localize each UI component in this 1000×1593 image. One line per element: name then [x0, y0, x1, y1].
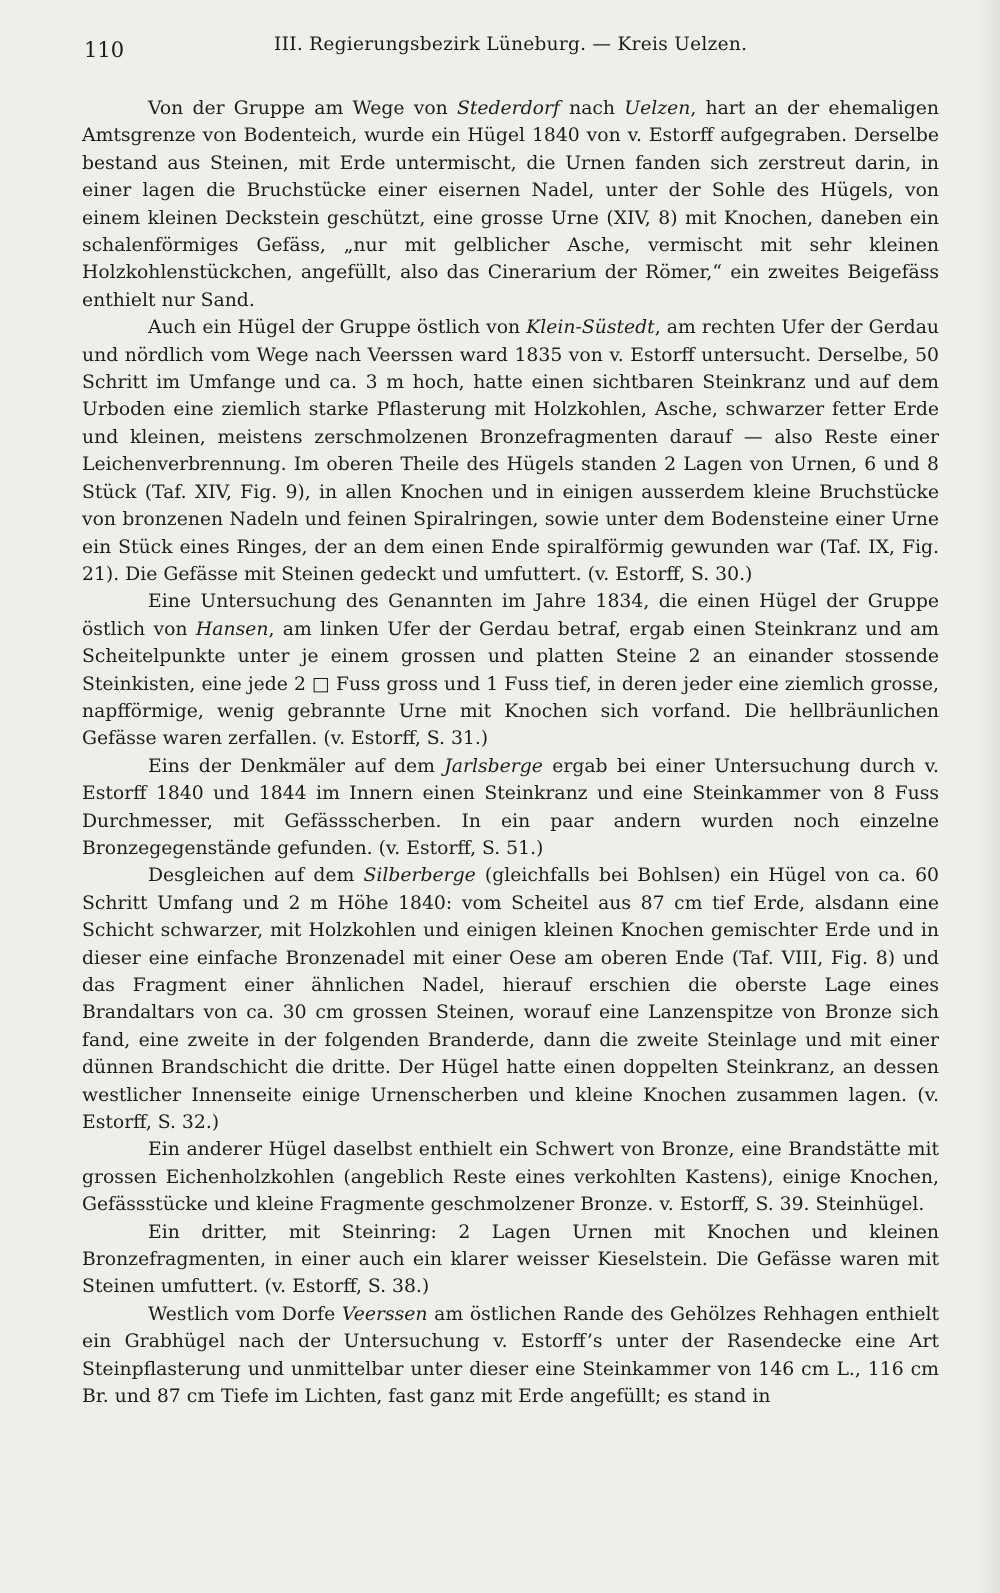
page-number: 110: [84, 38, 125, 62]
paragraph-anderer-huegel: Ein anderer Hügel daselbst enthielt ein Schwert von Bronze, eine Brandstätte mit grossen Eichenholzkohlen (angeblich Reste eines verkohlten Kastens), einige Knochen, Gefässstücke und kleine Fragmente geschmolzener Bronze. v. Estorff, S. 39. Steinhügel.: [82, 1139, 939, 1216]
paragraph-dritter-huegel: Ein dritter, mit Steinring: 2 Lagen Urnen mit Knochen und kleinen Bronzefragmenten, in einer auch ein klarer weisser Kieselstein. Die Gefässe waren mit Steinen umfuttert. (v. Estorff, S. 38.): [82, 1221, 939, 1298]
place-name: Hansen: [195, 618, 269, 640]
place-name: Uelzen: [624, 98, 691, 119]
paragraph-hansen: Eine Untersuchung des Genannten im Jahre 1834, die einen Hügel der Gruppe östlich von Hansen, am linken Ufer der Gerdau betraf, ergab einen Steinkranz und am Scheitelpunkte unter je einem grossen und platten Steine 2 an einander stossende Steinkisten, eine jede 2 □ Fuss gross und 1 Fuss tief, in deren jeder eine ziemlich grosse, napfförmige, wenig gebrannte Urne mit Knochen sich vorfand. Die hellbräunlichen Gefässe waren zerfallen. (v. Estorff, S. 31.): [82, 591, 939, 750]
running-head: III. Regierungsbezirk Lüneburg. — Kreis Uelzen.: [274, 34, 748, 55]
paragraph-veerssen: Westlich vom Dorfe Veerssen am östlichen Rande des Gehölzes Rehhagen enthielt ein Grabhügel nach der Untersuchung v. Estorff’s unter der Rasendecke eine Art Steinpflasterung und unmittelbar unter dieser eine Steinkammer von 146 cm L., 116 cm Br. und 87 cm Tiefe im Lichten, fast ganz mit Erde angefüllt; es stand in: [82, 1303, 939, 1408]
place-name: Veerssen: [341, 1303, 428, 1325]
place-name: Stederdorf: [456, 98, 560, 119]
paragraph-klein-suestedt: Auch ein Hügel der Gruppe östlich von Klein-Süstedt, am rechten Ufer der Gerdau und nördlich vom Wege nach Veerssen ward 1835 von v. Estorff untersucht. Derselbe, 50 Schritt im Umfange und ca. 3 m hoch, hatte einen sichtbaren Steinkranz und auf dem Urboden eine ziemlich starke Pflasterung mit Holzkohlen, Asche, schwarzer fetter Erde und kleinen, meistens zerschmolzenen Bronzefragmenten darauf — also Reste einer Leichenverbrennung. Im oberen Theile des Hügels standen 2 Lagen von Urnen, 6 und 8 Stück (Taf. XIV, Fig. 9), in allen Knochen und in einigen ausserdem kleine Bruchstücke von bronzenen Nadeln und feinen Spiralringen, sowie unter dem Bodensteine einer Urne ein Stück eines Ringes, der an dem einen Ende spiralförmig gewunden war (Taf. IX, Fig. 21). Die Gefässe mit Steinen gedeckt und umfuttert. (v. Estorff, S. 30.): [82, 317, 939, 585]
place-name: Klein-Süstedt: [526, 317, 655, 339]
place-name: Silberberge: [363, 865, 476, 887]
paragraph-stederdorf: Von der Gruppe am Wege von Stederdorf nach Uelzen, hart an der ehemaligen Amtsgrenze von Bodenteich, wurde ein Hügel 1840 von v. Estorff aufgegraben. Derselbe bestand aus Steinen, mit Erde untermischt, die Urnen fanden sich zerstreut darin, in einer lagen die Bruchstücke einer eisernen Nadel, unter der Sohle des Hügels, von einem kleinen Deckstein geschützt, eine grosse Urne (XIV, 8) mit Knochen, daneben ein schalenförmiges Gefäss, „nur mit gelblicher Asche, vermischt mit sehr kleinen Holzkohlenstückchen, angefüllt, also das Cinerarium der Römer,“ ein zweites Beigefäss enthielt nur Sand.: [82, 98, 939, 311]
paragraph-silberberge: Desgleichen auf dem Silberberge (gleichfalls bei Bohlsen) ein Hügel von ca. 60 Schritt Umfang und 2 m Höhe 1840: vom Scheitel aus 87 cm tief Erde, alsdann eine Schicht schwarzer, mit Holzkohlen und einigen kleinen Knochen gemischter Erde und in dieser eine einfache Bronzenadel mit einer Oese am oberen Ende (Taf. VIII, Fig. 8) und das Fragment einer ähnlichen Nadel, hierauf erschien die oberste Lage eines Brandaltars von ca. 30 cm grossen Steinen, worauf eine Lanzenspitze von Bronze sich fand, eine zweite in der folgenden Branderde, dann die zweite Steinlage und mit einer dünnen Brandschicht die dritte. Der Hügel hatte einen doppelten Steinkranz, an dessen westlicher Innenseite einige Urnenscherben und kleine Knochen zusammen lagen. (v. Estorff, S. 32.): [82, 865, 939, 1134]
page-header: [84, 34, 944, 74]
place-name: Jarlsberge: [444, 755, 543, 777]
body-text: [82, 95, 939, 1411]
paragraph-jarlsberge: Eins der Denkmäler auf dem Jarlsberge ergab bei einer Untersuchung durch v. Estorff 1840 und 1844 im Innern einen Steinkranz und eine Steinkammer von 8 Fuss Durchmesser, mit Gefässscherben. In ein paar andern wurden noch einzelne Bronzegegenstände gefunden. (v. Estorff, S. 51.): [82, 755, 939, 859]
